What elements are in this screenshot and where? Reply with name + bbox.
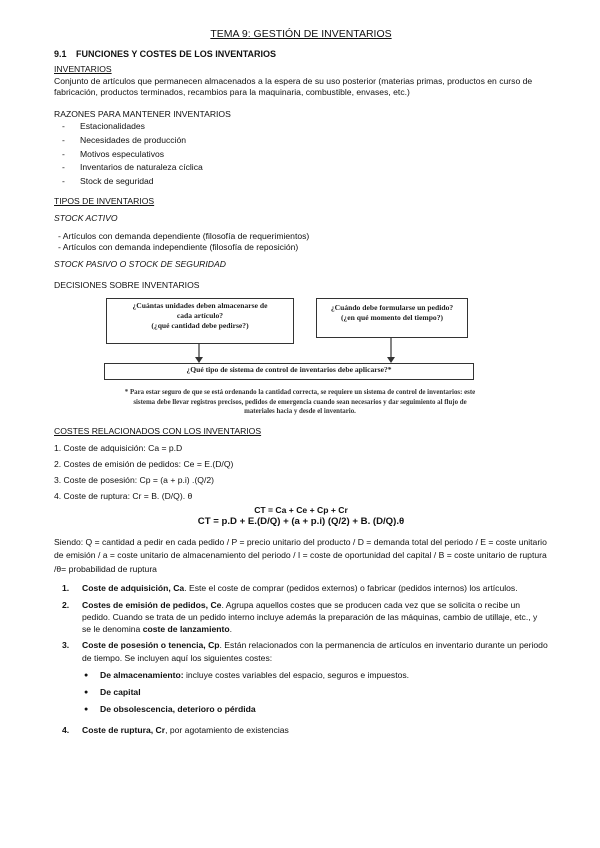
item-number: 4. [62, 725, 70, 736]
cost-detail-item [54, 599, 548, 636]
list-item: 3. Coste de posesión: Cp = (a + p.i) .(Q/2) [54, 474, 215, 485]
item-term: De almacenamiento: [100, 670, 184, 681]
list-item: 2. Costes de emisión de pedidos: Ce = E.(D/Q) [54, 458, 234, 469]
razones-list [54, 120, 548, 188]
cost-detail-item [54, 582, 548, 594]
item-term: Costes de emisión de pedidos, Ce [82, 599, 222, 610]
document-page [54, 28, 548, 740]
item-text: . Están relacionados con la permanencia de artículos en inventario durante un periodo de tiempo. Se incluyen aquí los siguientes costes: [82, 640, 548, 663]
item-text: . [229, 624, 232, 635]
figure-box-text: ¿Cuándo debe formularse un pedido? [330, 302, 454, 312]
figure-box-sistema: ¿Qué tipo de sistema de control de inventarios debe aplicarse?* [104, 363, 474, 380]
cost-detail-item [54, 639, 548, 718]
item-term: Coste de ruptura, Cr [82, 725, 166, 736]
item-term: De capital [100, 687, 141, 698]
list-item: - Estacionalidades [54, 120, 548, 134]
stock-activo-line: - Artículos con demanda dependiente (filosofía de requerimientos) [58, 230, 310, 241]
figure-box-text: ¿Cuántas unidades deben almacenarse de [132, 300, 268, 310]
item-text: . Este el coste de comprar (pedidos externos) o fabricar (pedidos internos) los artículos. [184, 583, 518, 594]
item-term: Coste de adquisición, Ca [82, 583, 185, 594]
item-text: . Agrupa aquellos costes que se producen cada vez que se solicita o recibe un pedido. Cuando se trata de un pedido interno incluye además la preparación de las máquinas, cambio de utillaje, etc., y se le denomina [82, 599, 538, 635]
costes-list [54, 440, 548, 504]
stock-pasivo-label: STOCK PASIVO O STOCK DE SEGURIDAD [54, 258, 226, 269]
formula-expanded: CT = p.D + E.(D/Q) + (a + p.i) (Q/2) + B. (D/Q).θ [197, 515, 405, 527]
list-item: - Necesidades de producción [54, 134, 548, 148]
figure-box-text: (¿qué cantidad debe pedirse?) [151, 320, 249, 330]
section-heading [54, 49, 548, 59]
list-item: - Inventarios de naturaleza cíclica [54, 161, 548, 175]
inventarios-definition: Conjunto de artículos que permanecen almacenados a la espera de su uso posterior (materias primas, productos en curso de fabricación, productos terminados, recambios para la maquinaria, combustible, envases, etc.) [54, 75, 533, 98]
item-term: coste de lanzamiento [142, 624, 230, 635]
figure-footnote: * Para estar seguro de que se está ordenando la cantidad correcta, se requiere un sistema de control de inventarios: este sistema debe llevar registros precisos, pedidos de emergencia cuando sean necesarios y dar seguimiento al flujo de materiales hacia y desde el inventario. [124, 388, 476, 416]
list-item: - Motivos especulativos [54, 148, 548, 162]
document-title: TEMA 9: GESTIÓN DE INVENTARIOS [210, 28, 392, 40]
list-item [82, 684, 548, 701]
cost-detail-item [54, 724, 548, 736]
item-text: incluye costes variables del espacio, seguros e impuestos. [183, 670, 410, 681]
decisiones-figure [54, 298, 548, 426]
item-number: 2. [62, 599, 70, 610]
inventarios-heading: INVENTARIOS [54, 64, 112, 74]
costes-detail-list [54, 582, 548, 736]
figure-box-text: (¿en qué momento del tiempo?) [340, 312, 444, 322]
section-title: FUNCIONES Y COSTES DE LOS INVENTARIOS [76, 49, 277, 59]
item-text: , por agotamiento de existencias [165, 725, 289, 736]
list-item: 1. Coste de adquisición: Ca = p.D [54, 442, 183, 453]
costes-heading: COSTES RELACIONADOS CON LOS INVENTARIOS [54, 425, 262, 436]
section-number: 9.1 [54, 49, 67, 59]
posesion-list [82, 667, 548, 718]
item-number: 3. [62, 640, 70, 651]
item-number: 1. [62, 583, 70, 594]
tipos-heading: TIPOS DE INVENTARIOS [54, 196, 155, 207]
stock-activo-label: STOCK ACTIVO [54, 212, 118, 223]
figure-box-text: cada artículo? [176, 310, 224, 320]
item-term: De obsolescencia, deterioro o pérdida [100, 704, 256, 715]
item-term: Coste de posesión o tenencia, Cp [82, 640, 220, 651]
decisiones-heading: DECISIONES SOBRE INVENTARIOS [54, 280, 200, 291]
siendo-definitions: Siendo: Q = cantidad a pedir en cada pedido / P = precio unitario del producto / D = demanda total del periodo / E = coste unitario de emisión / a = coste unitario de almacenamiento del periodo / I = coste de oportunidad del capital / B = coste unitario de ruptura /θ= probabilidad de ruptura [54, 536, 547, 574]
stock-activo-line: - Artículos con demanda independiente (filosofía de reposición) [58, 242, 299, 253]
list-item [82, 701, 548, 718]
razones-heading: RAZONES PARA MANTENER INVENTARIOS [54, 108, 231, 119]
list-item: - Stock de seguridad [54, 175, 548, 189]
list-item: 4. Coste de ruptura: Cr = B. (D/Q). θ [54, 490, 193, 501]
formula-total: CT = Ca + Ce + Cp + Cr [254, 504, 348, 515]
list-item [82, 667, 548, 684]
